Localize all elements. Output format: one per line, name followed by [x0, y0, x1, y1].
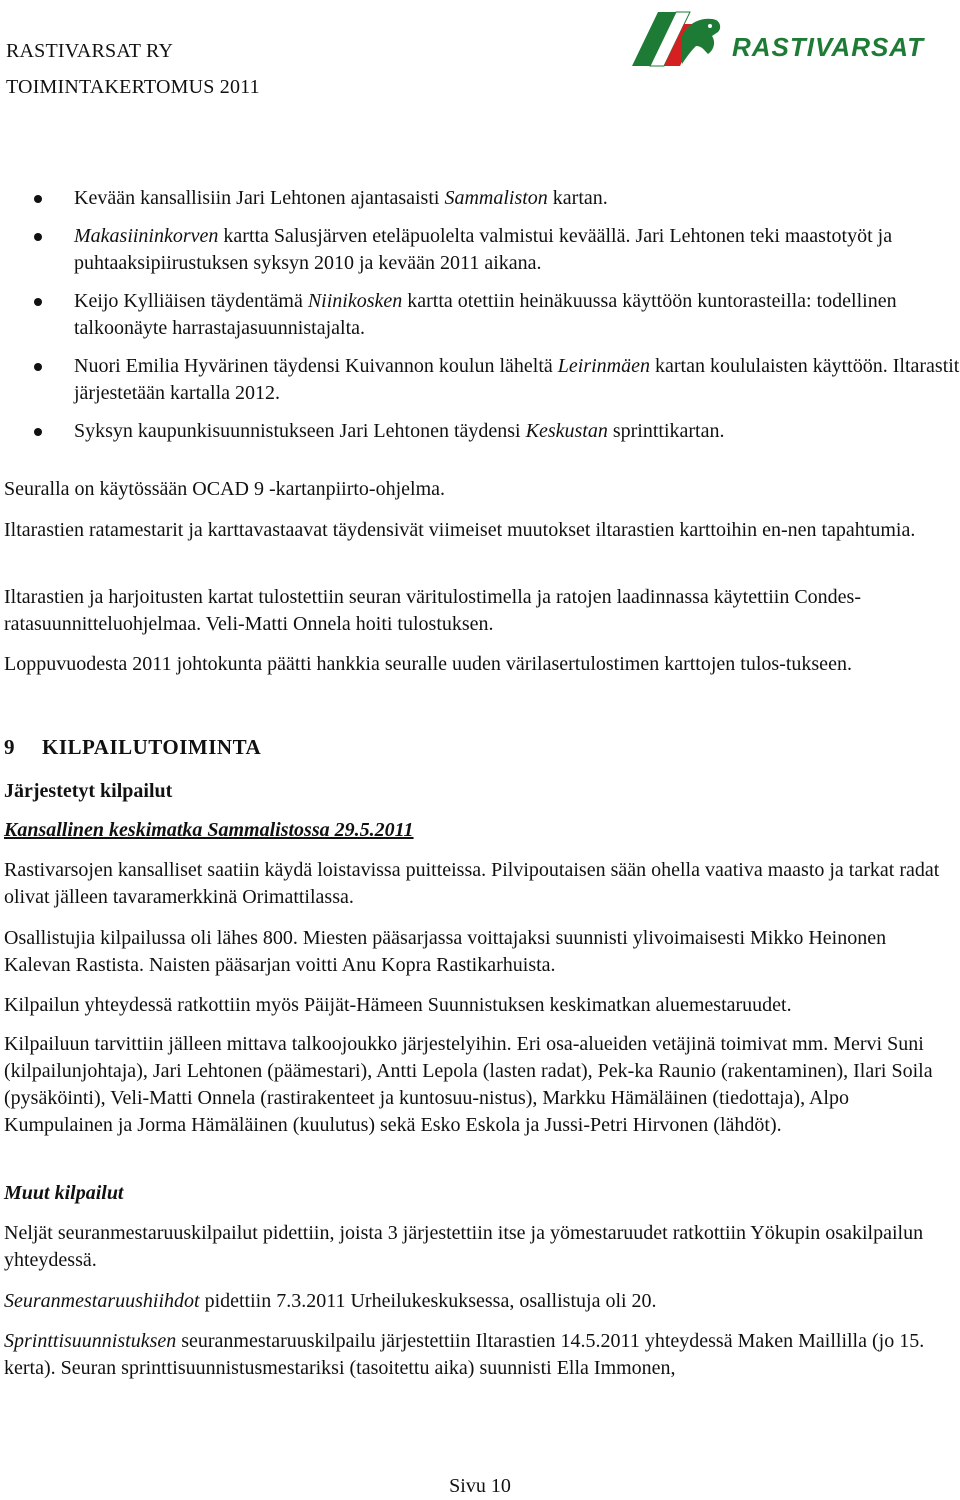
list-item: Makasiininkorven kartta Salusjärven eteläpuolelta valmistui keväällä. Jari Lehtonen teki maastotyöt ja puhtaaksipiirustuksen syksyn 2010 ja kevään 2011 aikana.	[0, 223, 960, 277]
bullet-icon	[34, 363, 42, 371]
list-item: Kevään kansallisiin Jari Lehtonen ajantasaisti Sammaliston kartan.	[0, 185, 960, 212]
printing-paragraph: Iltarastien ja harjoitusten kartat tulostettiin seuran väritulostimella ja ratojen laadinnassa käytettiin Condes-ratasuunnitteluohjelmaa. Veli-Matti Onnela hoiti tulostuksen.	[4, 586, 861, 635]
document-header	[6, 33, 260, 105]
bullet-icon	[34, 428, 42, 436]
sprint-championship-paragraph: Sprinttisuunnistuksen seuranmestaruuskilpailu järjestettiin Iltarastien 14.5.2011 yhteydessä Maken Maillilla (jo 15. kerta). Seuran sprinttisuunnistusmestariksi (tasoitettu aika) suunnisti Ella Immonen,	[4, 1330, 925, 1379]
organization-name: RASTIVARSAT RY	[6, 40, 174, 62]
bullet-icon	[34, 233, 42, 241]
competition-paragraph-2: Osallistujia kilpailussa oli lähes 800. Miesten pääsarjassa voittajaksi suunnisti ylivoimaisesti Mikko Heinonen Kalevan Rastista. Naisten pääsarjan voitti Anu Kopra Rastikarhuista.	[4, 927, 887, 976]
new-printer-paragraph: Loppuvuodesta 2011 johtokunta päätti hankkia seuralle uuden värilasertulostimen karttojen tulos-tukseen.	[4, 653, 852, 675]
map-update-list	[0, 185, 960, 456]
club-championships-paragraph: Neljät seuranmestaruuskilpailut pidettiin, joista 3 järjestettiin itse ja yömestaruudet ratkottiin Yökupin osakilpailun yhteydessä.	[4, 1222, 924, 1271]
iltarastit-maps-paragraph: Iltarastien ratamestarit ja karttavastaavat täydensivät viimeiset muutokset iltarastien karttoihin en-nen tapahtumia.	[4, 519, 916, 541]
report-title: TOIMINTAKERTOMUS 2011	[6, 76, 260, 98]
ski-championship-paragraph: Seuranmestaruushiihdot pidettiin 7.3.2011 Urheilukeskuksessa, osallistuja oli 20.	[4, 1290, 657, 1312]
section-number: 9	[4, 735, 15, 759]
horse-emblem-icon	[624, 6, 728, 72]
list-item: Keijo Kylliäisen täydentämä Niinikosken kartta otettiin heinäkuussa käyttöön kuntorasteilla: todellinen talkoonäyte harrastajasuunnistajalta.	[0, 288, 960, 342]
section-title: KILPAILUTOIMINTA	[42, 735, 262, 759]
bullet-icon	[34, 298, 42, 306]
subheading-national-middle-distance: Kansallinen keskimatka Sammalistossa 29.5.2011	[4, 819, 414, 841]
subheading-other-competitions: Muut kilpailut	[4, 1182, 124, 1204]
page-number: Sivu 10	[449, 1475, 511, 1497]
ocad-paragraph: Seuralla on käytössään OCAD 9 -kartanpiirto-ohjelma.	[4, 478, 445, 500]
bullet-icon	[34, 195, 42, 203]
section-heading	[4, 734, 954, 761]
competition-paragraph-4: Kilpailuun tarvittiin jälleen mittava talkoojoukko järjestelyihin. Eri osa-alueiden vetäjinä toimivat mm. Mervi Suni (kilpailunjohtaja), Jari Lehtonen (päämestari), Antti Lepola (lasten radat), Pek-ka Raunio (rakentaminen), Ilari Soila (pysäköinti), Veli-Matti Onnela (rastirakenteet ja kuntosuu-nistus), Markku Hämäläinen (tiedottaja), Alpo Kumpulainen ja Jorma Hämäläinen (kuulutus) sekä Esko Eskola ja Jussi-Petri Hirvonen (lähdöt).	[4, 1033, 933, 1136]
list-item: Syksyn kaupunkisuunnistukseen Jari Lehtonen täydensi Keskustan sprinttikartan.	[0, 418, 960, 445]
subheading-organized-competitions: Järjestetyt kilpailut	[4, 780, 173, 802]
rastivarsat-logo	[624, 6, 934, 72]
competition-paragraph-3: Kilpailun yhteydessä ratkottiin myös Päijät-Hämeen Suunnistuksen keskimatkan aluemestaruudet.	[4, 994, 792, 1016]
competition-paragraph-1: Rastivarsojen kansalliset saatiin käydä loistavissa puitteissa. Pilvipoutaisen sään ohella vaativa maasto ja tarkat radat olivat jälleen tavaramerkkinä Orimattilassa.	[4, 859, 940, 908]
logo-wordmark: RASTIVARSAT	[732, 32, 925, 62]
list-item: Nuori Emilia Hyvärinen täydensi Kuivannon koulun läheltä Leirinmäen kartan koululaisten käyttöön. Iltarastit järjestetään kartalla 2012.	[0, 353, 960, 407]
